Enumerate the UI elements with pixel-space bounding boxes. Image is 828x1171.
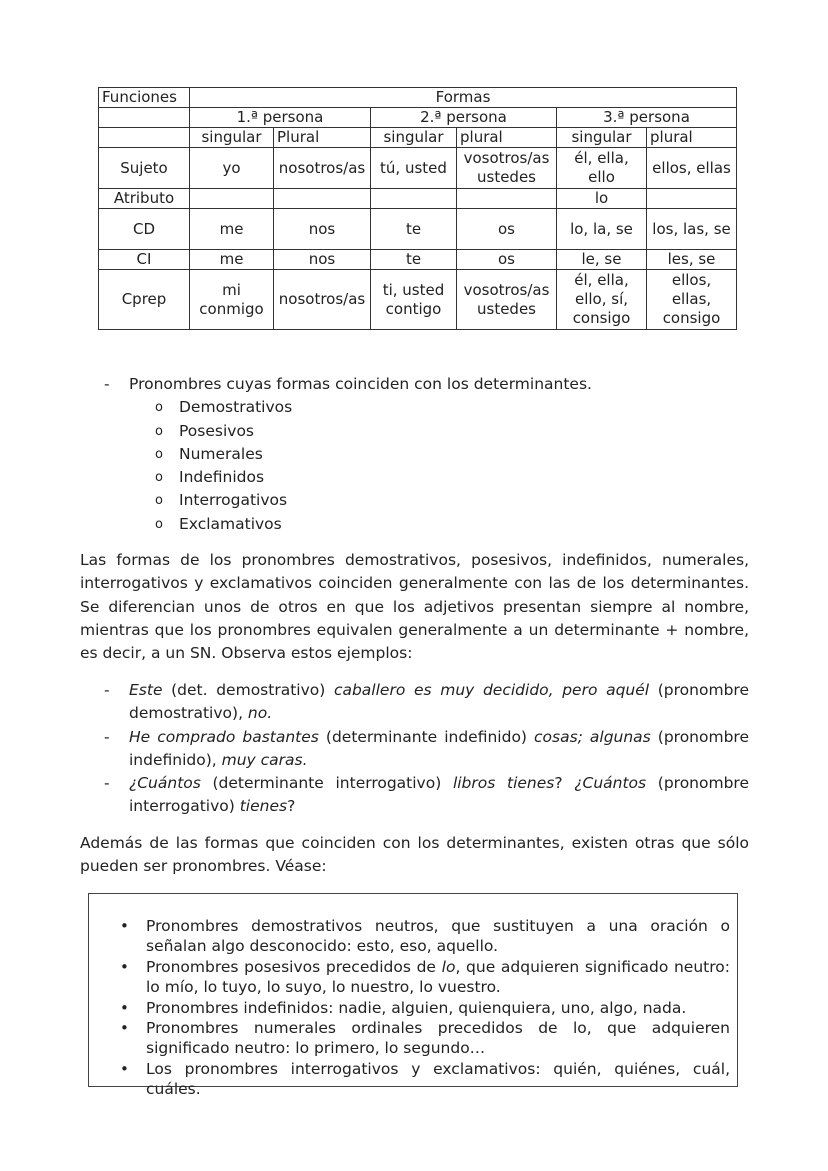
table-cell: ellos, ellas [647, 148, 737, 189]
list-item-label: Posesivos [179, 421, 255, 440]
dash-marker: - [104, 681, 110, 699]
example-text: ¿Cuántos [129, 774, 201, 793]
circle-bullet-icon: o [155, 470, 163, 486]
bullet-icon: • [120, 998, 129, 1017]
example-item [80, 772, 749, 819]
bullet-icon: • [120, 1019, 129, 1038]
person-header-1: 1.ª persona [190, 108, 371, 128]
table-cell: te [371, 250, 457, 270]
person-header-3: 3.ª persona [557, 108, 737, 128]
number-header: Plural [274, 128, 371, 148]
table-cell: los, las, se [647, 209, 737, 250]
example-text: He comprado bastantes [129, 727, 319, 746]
example-note: (determinante interrogativo) [200, 774, 453, 793]
example-note: (det. demostrativo) [162, 681, 334, 699]
table-cell [647, 189, 737, 209]
table-number-row [99, 128, 737, 148]
table-cell: yo [190, 148, 274, 189]
examples-list [80, 679, 749, 819]
example-text: no. [247, 704, 273, 723]
circle-bullet-icon: o [155, 493, 163, 509]
box-item-text: Pronombres posesivos precedidos de [146, 957, 442, 976]
table-cell: lo, la, se [557, 209, 647, 250]
function-cell: Atributo [99, 189, 190, 209]
dash-marker: - [104, 774, 110, 793]
table-cell [457, 189, 557, 209]
list-item [98, 420, 592, 443]
box-item-text: , que adquieren significado neutro: lo mío, lo tuyo, lo suyo, lo nuestro, lo vuestro. [146, 957, 730, 997]
table-cell: él, ella, ello, sí, consigo [557, 270, 647, 330]
example-note: (pronombre interrogativo) [129, 774, 749, 816]
table-cell: ellos, ellas, consigo [647, 270, 737, 330]
dash-marker: - [104, 727, 110, 746]
table-cell: les, se [647, 250, 737, 270]
example-note: ? [287, 797, 296, 816]
number-header: plural [457, 128, 557, 148]
circle-bullet-icon: o [155, 516, 163, 532]
number-header: singular [190, 128, 274, 148]
pronoun-types-list [98, 373, 592, 536]
dash-marker: - [104, 375, 110, 393]
box-item-text: Pronombres numerales ordinales precedidos de lo, que adquieren significado neutro: lo primero, lo segundo… [146, 1019, 730, 1058]
table-cell [274, 189, 371, 209]
table-cell: me [190, 250, 274, 270]
empty-cell [99, 108, 190, 128]
table-cell: te [371, 209, 457, 250]
example-item [80, 726, 749, 773]
list-item [98, 396, 592, 419]
list-item-label: Numerales [179, 444, 263, 463]
list-item-label: Interrogativos [179, 491, 288, 510]
example-text: cosas; algunas [534, 727, 651, 746]
table-header-row [99, 88, 737, 108]
example-note: (determinante indefinido) [318, 727, 534, 746]
table-cell [190, 189, 274, 209]
table-row [99, 209, 737, 250]
table-cell: os [457, 250, 557, 270]
funciones-header: Funciones [99, 88, 190, 108]
example-item [80, 679, 749, 726]
list-item [98, 373, 592, 396]
example-text: libros tienes [452, 774, 555, 793]
table-cell: os [457, 209, 557, 250]
list-item-label: Exclamativos [179, 514, 282, 533]
list-item [120, 1059, 730, 1100]
table-cell: mi conmigo [190, 270, 274, 330]
table-cell: nosotros/as [274, 148, 371, 189]
list-item [120, 916, 730, 957]
example-text: caballero es muy decidido, pero aquél [333, 681, 650, 699]
function-cell: Cprep [99, 270, 190, 330]
function-cell: Sujeto [99, 148, 190, 189]
pronoun-table [98, 87, 737, 330]
table-row [99, 148, 737, 189]
explanation-paragraph: Las formas de los pronombres demostrativos, posesivos, indefinidos, numerales, interrogativos y exclamativos coinciden generalmente con las de los determinantes. Se diferencian unos de otros en que los adjetivos presentan siempre al nombre, mientras que los pronombres equivalen generalmente a un determinante + nombre, es decir, a un SN. Observa estos ejemplos: [80, 551, 749, 663]
bullet-icon: • [120, 957, 129, 976]
list-intro: Pronombres cuyas formas coinciden con los determinantes. [129, 375, 592, 393]
table-cell: nosotros/as [274, 270, 371, 330]
circle-bullet-icon: o [155, 446, 163, 462]
circle-bullet-icon: o [155, 400, 163, 416]
example-note: (pronombre indefinido), [129, 727, 749, 769]
list-item [98, 513, 592, 536]
number-header: plural [647, 128, 737, 148]
table-cell: nos [274, 250, 371, 270]
table-cell: vosotros/as ustedes [457, 270, 557, 330]
table-cell: él, ella, ello [557, 148, 647, 189]
formas-header: Formas [190, 88, 737, 108]
example-note: (pronombre demostrativo), [129, 681, 749, 723]
list-item [120, 998, 730, 1018]
table-cell: nos [274, 209, 371, 250]
pronoun-forms-box [88, 893, 738, 1099]
list-item [120, 957, 730, 998]
example-text: Este [129, 681, 163, 699]
table-cell: me [190, 209, 274, 250]
example-text: tienes [239, 797, 288, 816]
table-cell: vosotros/as ustedes [457, 148, 557, 189]
intro-paragraph: Además de las formas que coinciden con los determinantes, existen otras que sólo pueden ser pronombres. Véase: [80, 834, 749, 876]
box-item-text: Pronombres demostrativos neutros, que sustituyen a una oración o señalan algo desconocido: esto, eso, aquello. [146, 917, 730, 956]
circle-bullet-icon: o [155, 423, 163, 439]
table-cell [371, 189, 457, 209]
function-cell: CI [99, 250, 190, 270]
table-cell: le, se [557, 250, 647, 270]
example-text: ¿Cuántos [574, 774, 647, 793]
bullet-icon: • [120, 1059, 129, 1078]
box-item-emphasis: lo [441, 957, 456, 976]
person-header-2: 2.ª persona [371, 108, 557, 128]
box-item-text: Pronombres indefinidos: nadie, alguien, quienquiera, uno, algo, nada. [146, 998, 687, 1017]
list-item [98, 489, 592, 512]
example-note: ? [554, 774, 575, 793]
list-item-label: Demostrativos [179, 398, 293, 417]
table-row [99, 250, 737, 270]
table-person-row [99, 108, 737, 128]
number-header: singular [557, 128, 647, 148]
table-cell: lo [557, 189, 647, 209]
function-cell: CD [99, 209, 190, 250]
table-row [99, 189, 737, 209]
example-text: muy caras. [221, 750, 308, 769]
table-cell: ti, usted contigo [371, 270, 457, 330]
list-item [120, 1018, 730, 1059]
list-item [98, 466, 592, 489]
bullet-icon: • [120, 917, 129, 935]
list-item [98, 443, 592, 466]
empty-cell [99, 128, 190, 148]
list-item-label: Indefinidos [179, 468, 265, 487]
number-header: singular [371, 128, 457, 148]
table-cell: tú, usted [371, 148, 457, 189]
table-row [99, 270, 737, 330]
box-item-text: Los pronombres interrogativos y exclamativos: quién, quiénes, cuál, cuáles. [146, 1059, 730, 1099]
